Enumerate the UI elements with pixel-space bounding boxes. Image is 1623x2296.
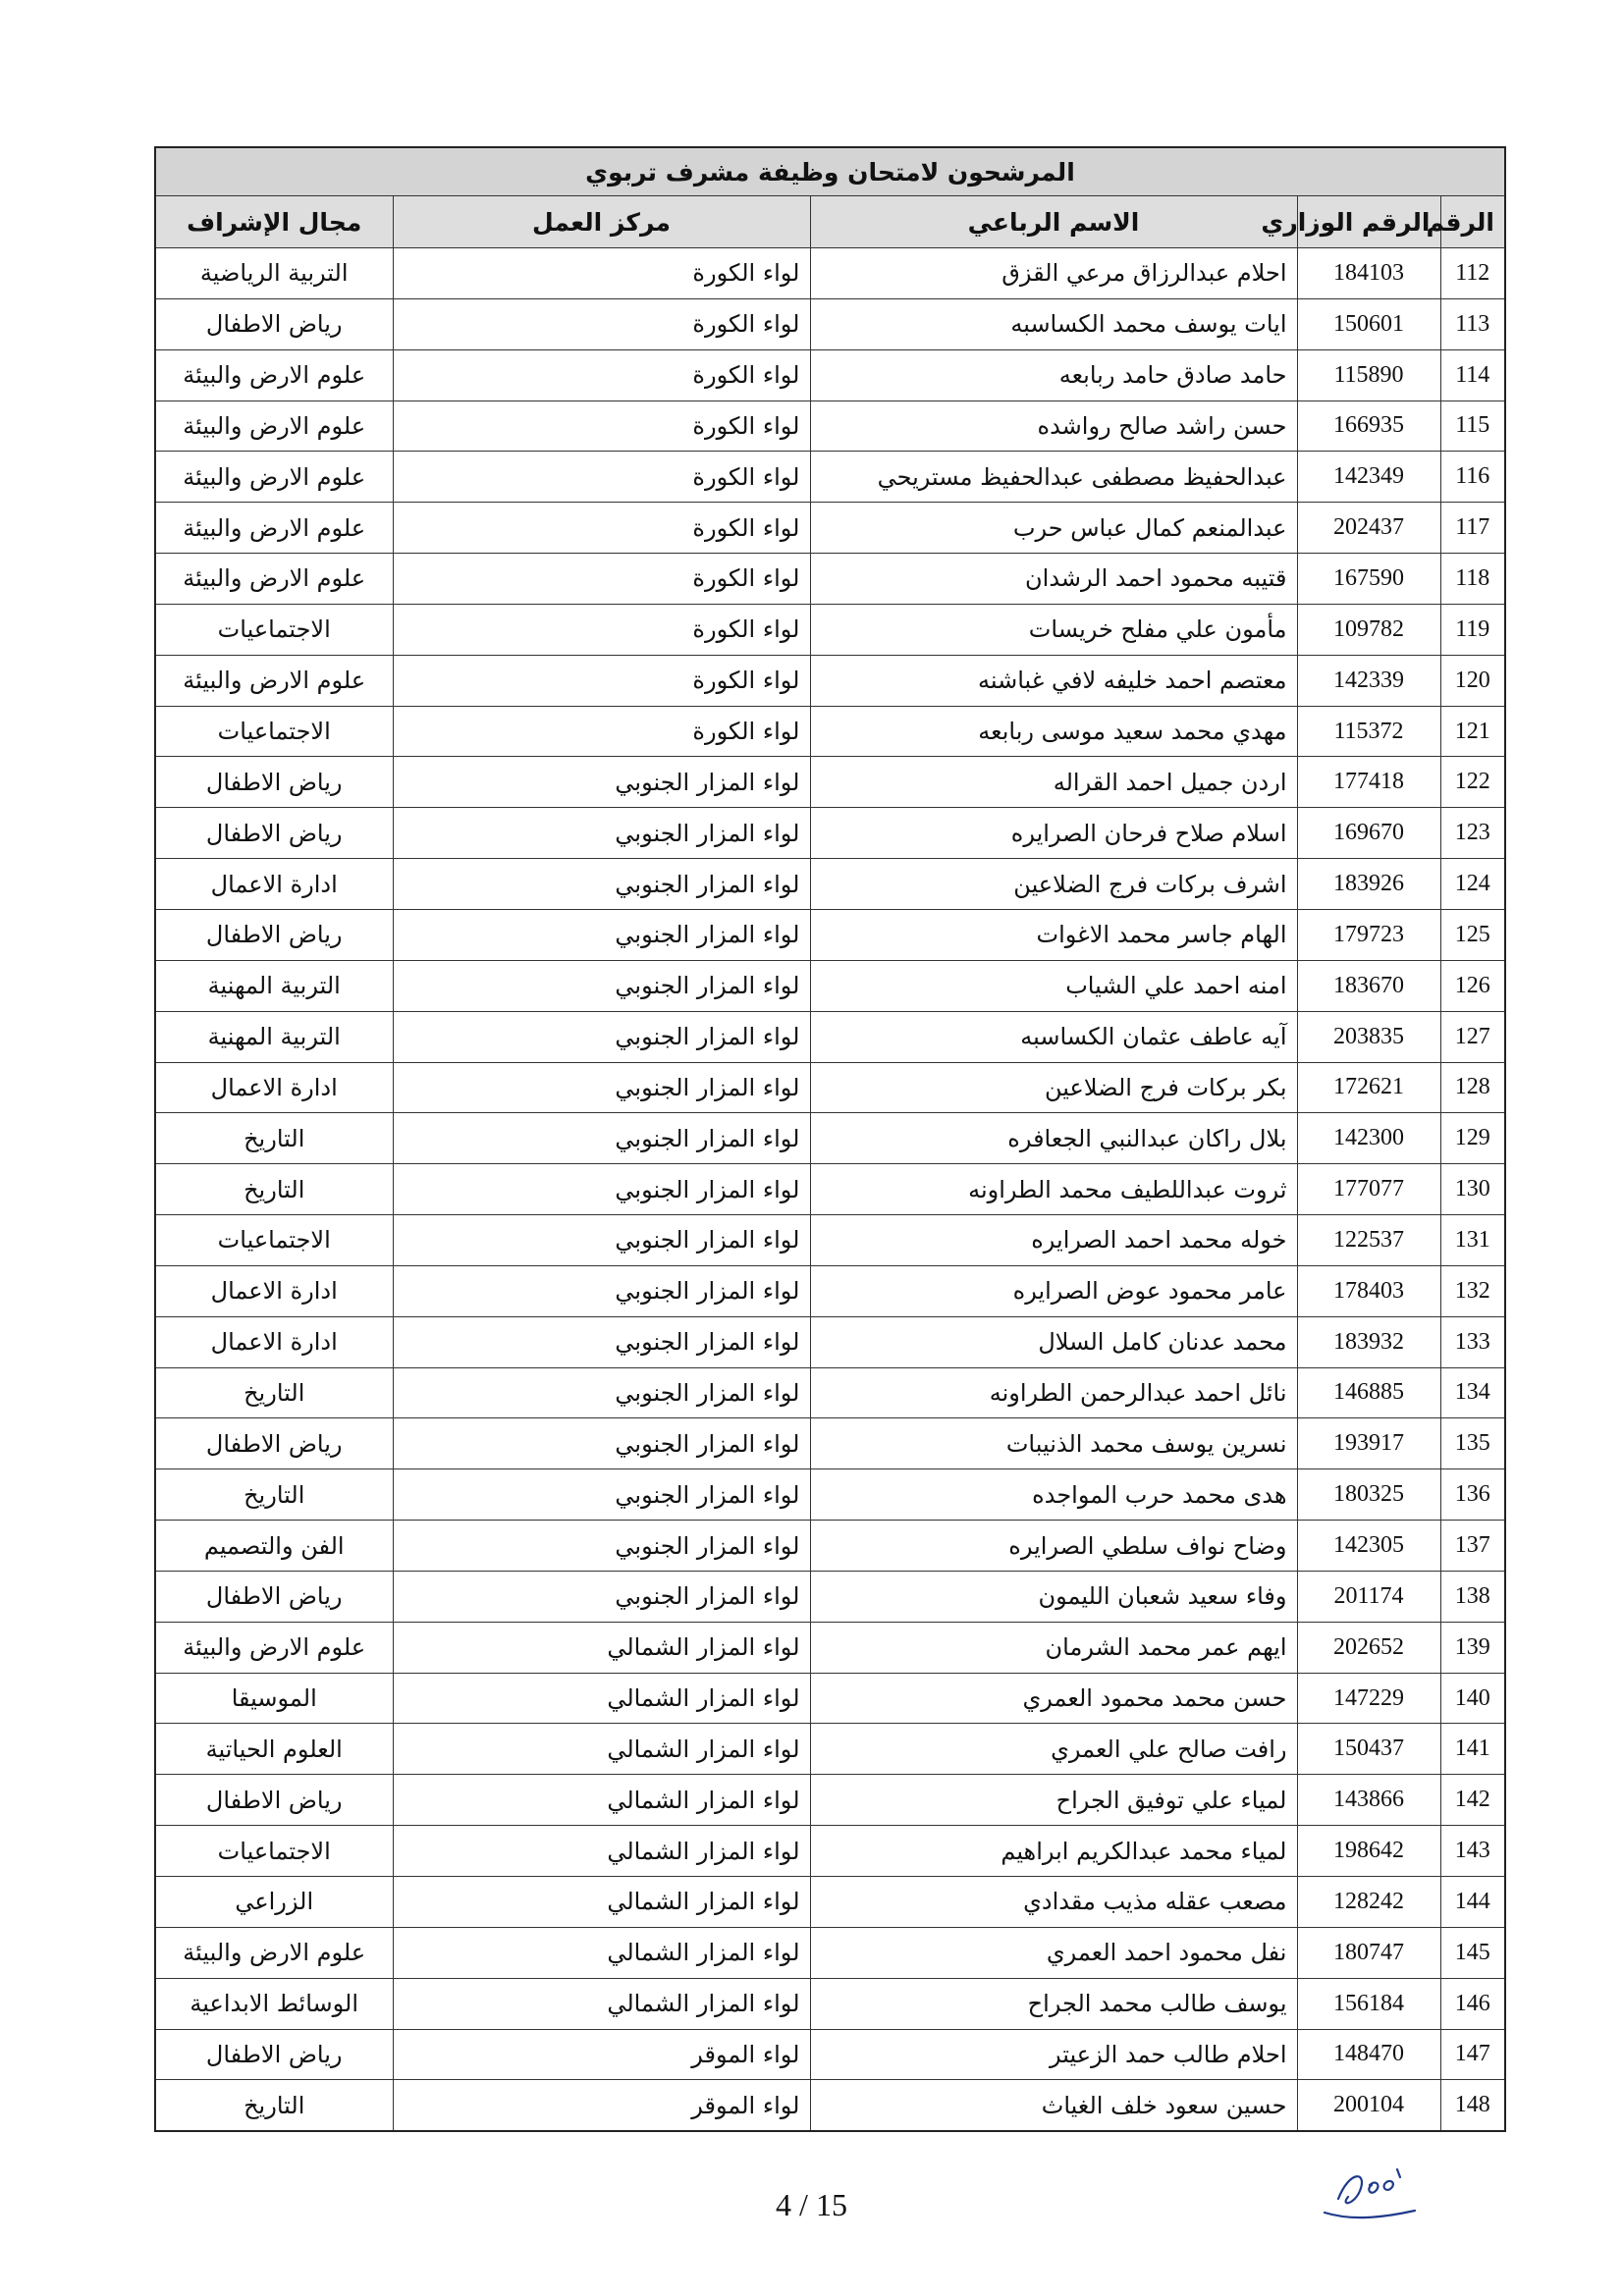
cell-field: ادارة الاعمال xyxy=(155,1316,393,1367)
cell-number: 116 xyxy=(1440,452,1505,503)
cell-work-center: لواء المزار الشمالي xyxy=(393,1673,810,1724)
cell-full-name: يوسف طالب محمد الجراح xyxy=(810,1978,1297,2029)
cell-full-name: معتصم احمد خليفه لافي غباشنه xyxy=(810,655,1297,706)
cell-number: 119 xyxy=(1440,604,1505,655)
table-row xyxy=(155,1062,1505,1113)
cell-full-name: نائل احمد عبدالرحمن الطراونه xyxy=(810,1367,1297,1418)
cell-number: 148 xyxy=(1440,2080,1505,2131)
cell-work-center: لواء المزار الجنوبي xyxy=(393,1316,810,1367)
cell-field: التاريخ xyxy=(155,1164,393,1215)
cell-work-center: لواء المزار الجنوبي xyxy=(393,909,810,960)
cell-full-name: احلام عبدالرزاق مرعي القزق xyxy=(810,248,1297,299)
cell-ministry-id: 202652 xyxy=(1297,1622,1440,1673)
cell-work-center: لواء المزار الشمالي xyxy=(393,1622,810,1673)
cell-full-name: اسلام صلاح فرحان الصرايره xyxy=(810,808,1297,859)
table-row xyxy=(155,1367,1505,1418)
cell-number: 133 xyxy=(1440,1316,1505,1367)
cell-field: الاجتماعيات xyxy=(155,1826,393,1877)
cell-work-center: لواء الكورة xyxy=(393,503,810,554)
table-row xyxy=(155,248,1505,299)
cell-work-center: لواء المزار الجنوبي xyxy=(393,1521,810,1572)
cell-field: الموسيقا xyxy=(155,1673,393,1724)
cell-work-center: لواء الكورة xyxy=(393,248,810,299)
cell-ministry-id: 183670 xyxy=(1297,960,1440,1011)
cell-ministry-id: 184103 xyxy=(1297,248,1440,299)
cell-work-center: لواء المزار الجنوبي xyxy=(393,1265,810,1316)
cell-full-name: مهدي محمد سعيد موسى ربابعه xyxy=(810,706,1297,757)
cell-number: 115 xyxy=(1440,400,1505,452)
cell-ministry-id: 115372 xyxy=(1297,706,1440,757)
cell-field: علوم الارض والبيئة xyxy=(155,655,393,706)
cell-ministry-id: 183932 xyxy=(1297,1316,1440,1367)
cell-field: علوم الارض والبيئة xyxy=(155,503,393,554)
cell-work-center: لواء الكورة xyxy=(393,349,810,400)
cell-work-center: لواء المزار الجنوبي xyxy=(393,1011,810,1062)
cell-field: علوم الارض والبيئة xyxy=(155,554,393,605)
cell-full-name: اشرف بركات فرج الضلاعين xyxy=(810,859,1297,910)
table-row xyxy=(155,1418,1505,1469)
cell-number: 147 xyxy=(1440,2029,1505,2080)
table-row xyxy=(155,2080,1505,2131)
cell-ministry-id: 178403 xyxy=(1297,1265,1440,1316)
cell-number: 143 xyxy=(1440,1826,1505,1877)
cell-work-center: لواء الموقر xyxy=(393,2029,810,2080)
cell-field: العلوم الحياتية xyxy=(155,1724,393,1775)
table-body xyxy=(155,248,1505,2132)
table-row xyxy=(155,554,1505,605)
cell-work-center: لواء المزار الجنوبي xyxy=(393,1469,810,1521)
cell-ministry-id: 167590 xyxy=(1297,554,1440,605)
cell-field: رياض الاطفال xyxy=(155,757,393,808)
table-row xyxy=(155,349,1505,400)
cell-work-center: لواء الكورة xyxy=(393,655,810,706)
cell-number: 122 xyxy=(1440,757,1505,808)
cell-field: الفن والتصميم xyxy=(155,1521,393,1572)
cell-full-name: عبدالحفيظ مصطفى عبدالحفيظ مستريحي xyxy=(810,452,1297,503)
cell-full-name: نسرين يوسف محمد الذنيبات xyxy=(810,1418,1297,1469)
cell-work-center: لواء المزار الجنوبي xyxy=(393,1215,810,1266)
cell-number: 132 xyxy=(1440,1265,1505,1316)
header-work-center: مركز العمل xyxy=(393,196,810,248)
cell-field: رياض الاطفال xyxy=(155,909,393,960)
cell-full-name: الهام جاسر محمد الاغوات xyxy=(810,909,1297,960)
cell-full-name: محمد عدنان كامل السلال xyxy=(810,1316,1297,1367)
cell-work-center: لواء المزار الشمالي xyxy=(393,1877,810,1928)
cell-work-center: لواء المزار الجنوبي xyxy=(393,1418,810,1469)
cell-work-center: لواء الكورة xyxy=(393,554,810,605)
table-row xyxy=(155,298,1505,349)
cell-number: 130 xyxy=(1440,1164,1505,1215)
table-row xyxy=(155,1011,1505,1062)
cell-full-name: عبدالمنعم كمال عباس حرب xyxy=(810,503,1297,554)
cell-work-center: لواء المزار الجنوبي xyxy=(393,1113,810,1164)
table-row xyxy=(155,808,1505,859)
cell-number: 129 xyxy=(1440,1113,1505,1164)
cell-field: رياض الاطفال xyxy=(155,298,393,349)
table-row xyxy=(155,2029,1505,2080)
table-row xyxy=(155,909,1505,960)
cell-ministry-id: 180325 xyxy=(1297,1469,1440,1521)
cell-ministry-id: 198642 xyxy=(1297,1826,1440,1877)
cell-field: الاجتماعيات xyxy=(155,706,393,757)
cell-field: علوم الارض والبيئة xyxy=(155,452,393,503)
cell-full-name: عامر محمود عوض الصرايره xyxy=(810,1265,1297,1316)
cell-field: الزراعي xyxy=(155,1877,393,1928)
table-row xyxy=(155,452,1505,503)
cell-ministry-id: 193917 xyxy=(1297,1418,1440,1469)
cell-number: 121 xyxy=(1440,706,1505,757)
cell-number: 138 xyxy=(1440,1571,1505,1622)
cell-work-center: لواء الكورة xyxy=(393,400,810,452)
cell-work-center: لواء الكورة xyxy=(393,604,810,655)
table-row xyxy=(155,1571,1505,1622)
cell-field: التاريخ xyxy=(155,1113,393,1164)
cell-full-name: بكر بركات فرج الضلاعين xyxy=(810,1062,1297,1113)
header-ministry-id: الرقم الوزاري xyxy=(1297,196,1440,248)
cell-number: 142 xyxy=(1440,1775,1505,1826)
cell-full-name: قتيبه محمود احمد الرشدان xyxy=(810,554,1297,605)
cell-full-name: ايات يوسف محمد الكساسبه xyxy=(810,298,1297,349)
cell-number: 145 xyxy=(1440,1927,1505,1978)
cell-full-name: امنه احمد علي الشياب xyxy=(810,960,1297,1011)
cell-work-center: لواء المزار الشمالي xyxy=(393,1826,810,1877)
table-row xyxy=(155,1265,1505,1316)
cell-number: 140 xyxy=(1440,1673,1505,1724)
cell-number: 134 xyxy=(1440,1367,1505,1418)
cell-ministry-id: 142300 xyxy=(1297,1113,1440,1164)
candidates-table xyxy=(154,146,1506,2132)
cell-work-center: لواء الكورة xyxy=(393,706,810,757)
table-row xyxy=(155,1622,1505,1673)
cell-ministry-id: 150601 xyxy=(1297,298,1440,349)
cell-full-name: رافت صالح علي العمري xyxy=(810,1724,1297,1775)
cell-field: رياض الاطفال xyxy=(155,1418,393,1469)
table-row xyxy=(155,1521,1505,1572)
cell-full-name: مصعب عقله مذيب مقدادي xyxy=(810,1877,1297,1928)
table-row xyxy=(155,757,1505,808)
cell-number: 117 xyxy=(1440,503,1505,554)
cell-ministry-id: 201174 xyxy=(1297,1571,1440,1622)
cell-work-center: لواء المزار الشمالي xyxy=(393,1978,810,2029)
cell-number: 139 xyxy=(1440,1622,1505,1673)
cell-work-center: لواء المزار الشمالي xyxy=(393,1927,810,1978)
cell-ministry-id: 148470 xyxy=(1297,2029,1440,2080)
cell-number: 135 xyxy=(1440,1418,1505,1469)
cell-field: ادارة الاعمال xyxy=(155,859,393,910)
table-row xyxy=(155,1469,1505,1521)
cell-full-name: ثروت عبداللطيف محمد الطراونه xyxy=(810,1164,1297,1215)
cell-work-center: لواء المزار الجنوبي xyxy=(393,757,810,808)
cell-field: ادارة الاعمال xyxy=(155,1062,393,1113)
roster-sheet xyxy=(156,146,1506,2132)
cell-ministry-id: 142305 xyxy=(1297,1521,1440,1572)
cell-number: 126 xyxy=(1440,960,1505,1011)
cell-field: علوم الارض والبيئة xyxy=(155,1622,393,1673)
cell-ministry-id: 128242 xyxy=(1297,1877,1440,1928)
table-row xyxy=(155,1673,1505,1724)
cell-full-name: وفاء سعيد شعبان الليمون xyxy=(810,1571,1297,1622)
cell-ministry-id: 150437 xyxy=(1297,1724,1440,1775)
cell-field: التاريخ xyxy=(155,2080,393,2131)
table-row xyxy=(155,1164,1505,1215)
cell-ministry-id: 115890 xyxy=(1297,349,1440,400)
cell-full-name: خوله محمد احمد الصرايره xyxy=(810,1215,1297,1266)
cell-field: التاريخ xyxy=(155,1367,393,1418)
header-field: مجال الإشراف xyxy=(155,196,393,248)
table-row xyxy=(155,503,1505,554)
cell-work-center: لواء المزار الجنوبي xyxy=(393,960,810,1011)
header-full-name: الاسم الرباعي xyxy=(810,196,1297,248)
cell-ministry-id: 109782 xyxy=(1297,604,1440,655)
table-row xyxy=(155,604,1505,655)
cell-field: التربية المهنية xyxy=(155,1011,393,1062)
cell-number: 120 xyxy=(1440,655,1505,706)
cell-number: 146 xyxy=(1440,1978,1505,2029)
cell-number: 131 xyxy=(1440,1215,1505,1266)
cell-field: التاريخ xyxy=(155,1469,393,1521)
cell-number: 114 xyxy=(1440,349,1505,400)
cell-full-name: حسين سعود خلف الغياث xyxy=(810,2080,1297,2131)
cell-field: التربية المهنية xyxy=(155,960,393,1011)
table-row xyxy=(155,1775,1505,1826)
cell-ministry-id: 177077 xyxy=(1297,1164,1440,1215)
header-number: الرقم xyxy=(1440,196,1505,248)
table-row xyxy=(155,1927,1505,1978)
table-row xyxy=(155,1724,1505,1775)
table-row xyxy=(155,960,1505,1011)
cell-field: التربية الرياضية xyxy=(155,248,393,299)
cell-number: 124 xyxy=(1440,859,1505,910)
cell-full-name: آيه عاطف عثمان الكساسبه xyxy=(810,1011,1297,1062)
cell-full-name: مأمون علي مفلح خريسات xyxy=(810,604,1297,655)
cell-work-center: لواء المزار الشمالي xyxy=(393,1775,810,1826)
cell-field: الوسائط الابداعية xyxy=(155,1978,393,2029)
cell-work-center: لواء المزار الشمالي xyxy=(393,1724,810,1775)
cell-field: الاجتماعيات xyxy=(155,604,393,655)
table-title: المرشحون لامتحان وظيفة مشرف تربوي xyxy=(155,147,1505,196)
cell-field: رياض الاطفال xyxy=(155,1571,393,1622)
cell-full-name: حسن راشد صالح رواشده xyxy=(810,400,1297,452)
signature-mark xyxy=(1321,2160,1429,2228)
cell-work-center: لواء المزار الجنوبي xyxy=(393,1164,810,1215)
table-row xyxy=(155,400,1505,452)
cell-field: علوم الارض والبيئة xyxy=(155,1927,393,1978)
cell-ministry-id: 122537 xyxy=(1297,1215,1440,1266)
cell-ministry-id: 156184 xyxy=(1297,1978,1440,2029)
cell-full-name: نفل محمود احمد العمري xyxy=(810,1927,1297,1978)
cell-ministry-id: 143866 xyxy=(1297,1775,1440,1826)
cell-field: رياض الاطفال xyxy=(155,1775,393,1826)
cell-ministry-id: 202437 xyxy=(1297,503,1440,554)
cell-full-name: ايهم عمر محمد الشرمان xyxy=(810,1622,1297,1673)
cell-ministry-id: 142339 xyxy=(1297,655,1440,706)
table-row xyxy=(155,1826,1505,1877)
cell-work-center: لواء المزار الجنوبي xyxy=(393,1367,810,1418)
cell-ministry-id: 166935 xyxy=(1297,400,1440,452)
cell-number: 144 xyxy=(1440,1877,1505,1928)
table-header-row xyxy=(155,196,1505,248)
table-title-row xyxy=(155,147,1505,196)
cell-work-center: لواء المزار الجنوبي xyxy=(393,1062,810,1113)
cell-work-center: لواء المزار الجنوبي xyxy=(393,1571,810,1622)
cell-number: 123 xyxy=(1440,808,1505,859)
table-row xyxy=(155,1215,1505,1266)
cell-ministry-id: 147229 xyxy=(1297,1673,1440,1724)
cell-full-name: لمياء محمد عبدالكريم ابراهيم xyxy=(810,1826,1297,1877)
cell-work-center: لواء الموقر xyxy=(393,2080,810,2131)
cell-full-name: وضاح نواف سلطي الصرايره xyxy=(810,1521,1297,1572)
cell-number: 112 xyxy=(1440,248,1505,299)
cell-full-name: احلام طالب حمد الزعيتر xyxy=(810,2029,1297,2080)
cell-number: 137 xyxy=(1440,1521,1505,1572)
cell-field: رياض الاطفال xyxy=(155,808,393,859)
cell-full-name: حسن محمد محمود العمري xyxy=(810,1673,1297,1724)
cell-work-center: لواء المزار الجنوبي xyxy=(393,859,810,910)
table-row xyxy=(155,1877,1505,1928)
cell-full-name: بلال راكان عبدالنبي الجعافره xyxy=(810,1113,1297,1164)
table-row xyxy=(155,706,1505,757)
cell-ministry-id: 172621 xyxy=(1297,1062,1440,1113)
table-row xyxy=(155,859,1505,910)
cell-field: ادارة الاعمال xyxy=(155,1265,393,1316)
cell-number: 125 xyxy=(1440,909,1505,960)
cell-full-name: حامد صادق حامد ربابعه xyxy=(810,349,1297,400)
cell-number: 113 xyxy=(1440,298,1505,349)
cell-field: علوم الارض والبيئة xyxy=(155,400,393,452)
cell-ministry-id: 180747 xyxy=(1297,1927,1440,1978)
cell-ministry-id: 203835 xyxy=(1297,1011,1440,1062)
table-row xyxy=(155,1316,1505,1367)
cell-work-center: لواء الكورة xyxy=(393,298,810,349)
page-number: 4 / 15 xyxy=(776,2187,847,2222)
cell-full-name: اردن جميل احمد القراله xyxy=(810,757,1297,808)
table-row xyxy=(155,1978,1505,2029)
cell-number: 127 xyxy=(1440,1011,1505,1062)
cell-ministry-id: 200104 xyxy=(1297,2080,1440,2131)
cell-ministry-id: 183926 xyxy=(1297,859,1440,910)
cell-full-name: لمياء علي توفيق الجراح xyxy=(810,1775,1297,1826)
cell-number: 141 xyxy=(1440,1724,1505,1775)
cell-number: 118 xyxy=(1440,554,1505,605)
table-row xyxy=(155,1113,1505,1164)
cell-number: 136 xyxy=(1440,1469,1505,1521)
cell-full-name: هدى محمد حرب المواجده xyxy=(810,1469,1297,1521)
cell-work-center: لواء المزار الجنوبي xyxy=(393,808,810,859)
table-row xyxy=(155,655,1505,706)
cell-ministry-id: 142349 xyxy=(1297,452,1440,503)
cell-number: 128 xyxy=(1440,1062,1505,1113)
cell-work-center: لواء الكورة xyxy=(393,452,810,503)
cell-ministry-id: 146885 xyxy=(1297,1367,1440,1418)
cell-ministry-id: 169670 xyxy=(1297,808,1440,859)
cell-field: الاجتماعيات xyxy=(155,1215,393,1266)
cell-ministry-id: 177418 xyxy=(1297,757,1440,808)
cell-field: رياض الاطفال xyxy=(155,2029,393,2080)
cell-ministry-id: 179723 xyxy=(1297,909,1440,960)
cell-field: علوم الارض والبيئة xyxy=(155,349,393,400)
